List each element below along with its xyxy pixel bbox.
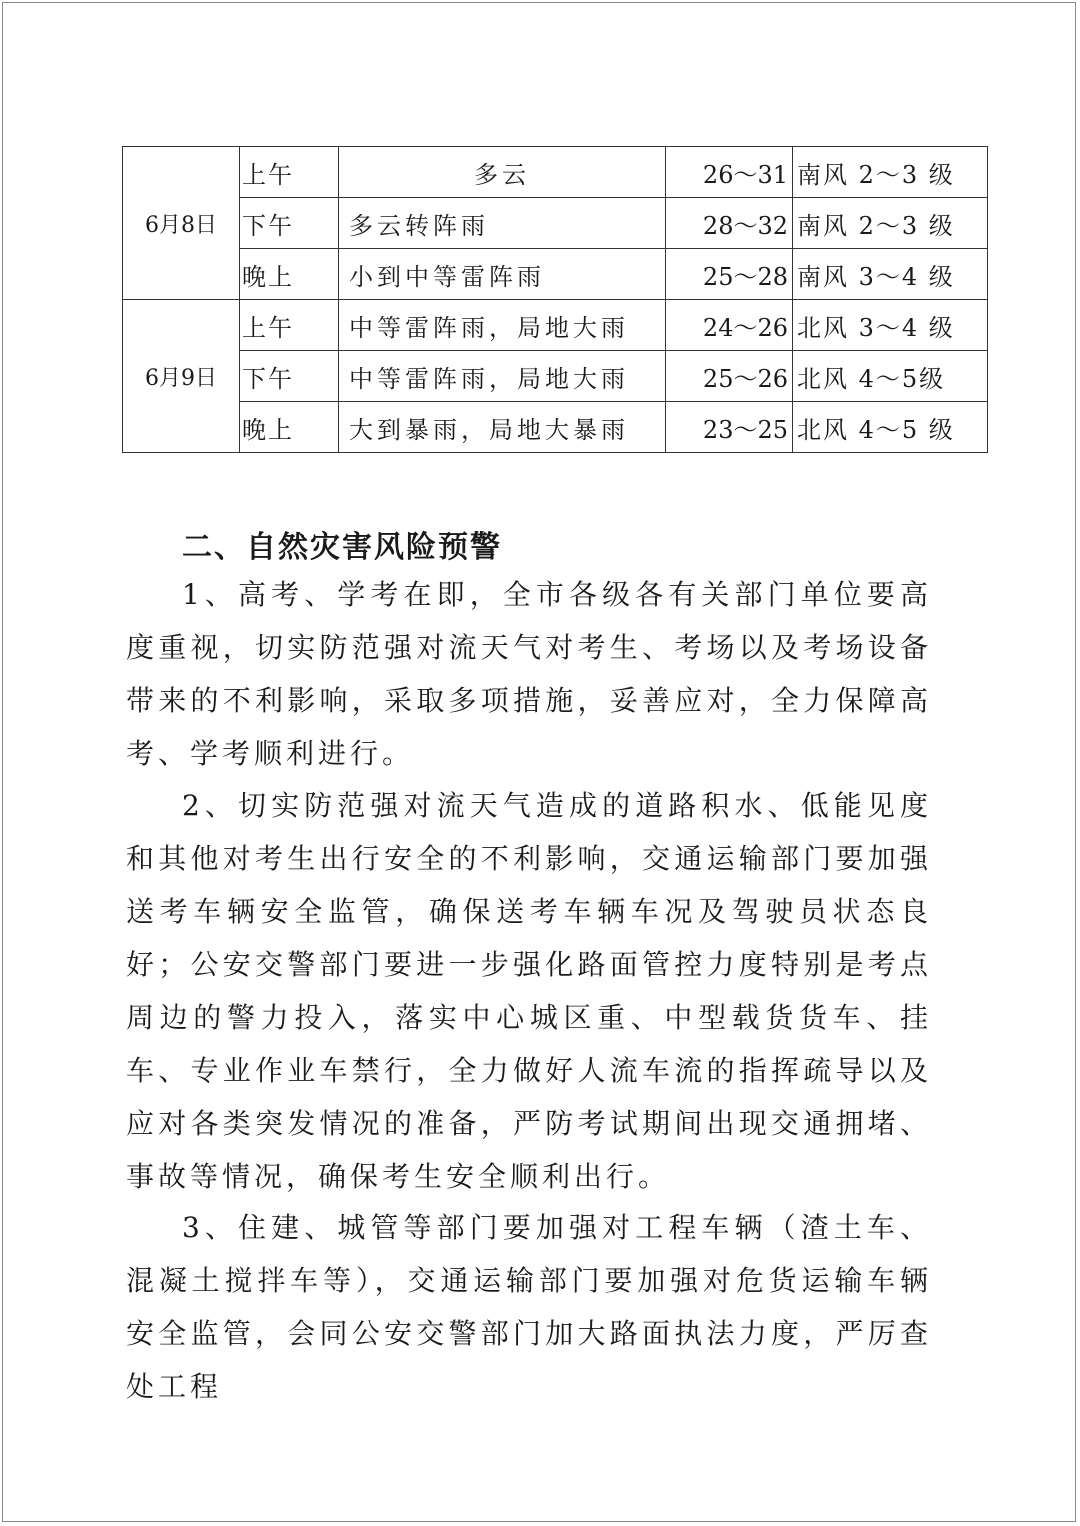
table-row <box>123 147 988 198</box>
table-row <box>123 198 988 249</box>
wind-cell: 南风 2～3 级 <box>793 198 988 249</box>
table-row <box>123 300 988 351</box>
wind-cell: 北风 3～4 级 <box>793 300 988 351</box>
date-cell: 6月9日 <box>123 300 240 453</box>
period-cell: 下午 <box>240 351 339 402</box>
date-cell: 6月8日 <box>123 147 240 300</box>
paragraph-3: 3、住建、城管等部门要加强对工程车辆（渣土车、混凝土搅拌车等），交通运输部门要加强对危货运输车辆安全监管，会同公安交警部门加大路面执法力度，严厉查处工程 <box>126 1211 932 1403</box>
weather-cell: 中等雷阵雨，局地大雨 <box>339 351 666 402</box>
period-cell: 晚上 <box>240 402 339 453</box>
paragraph-1: 1、高考、学考在即，全市各级各有关部门单位要高度重视，切实防范强对流天气对考生、考场以及考场设备带来的不利影响，采取多项措施，妥善应对，全力保障高考、学考顺利进行。 <box>126 578 932 770</box>
weather-cell: 多云转阵雨 <box>339 198 666 249</box>
temperature-cell: 23～25 <box>666 402 793 453</box>
weather-forecast-table <box>122 146 988 453</box>
section-heading: 二、自然灾害风险预警 <box>182 530 502 565</box>
weather-cell: 多云 <box>339 147 666 198</box>
paragraph-2: 2、切实防范强对流天气造成的道路积水、低能见度和其他对考生出行安全的不利影响，交通运输部门要加强送考车辆安全监管，确保送考车辆车况及驾驶员状态良好；公安交警部门要进一步强化路面管控力度特别是考点周边的警力投入，落实中心城区重、中型载货货车、挂车、专业作业车禁行，全力做好人流车流的指挥疏导以及应对各类突发情况的准备，严防考试期间出现交通拥堵、事故等情况，确保考生安全顺利出行。 <box>126 789 932 1193</box>
temperature-cell: 28～32 <box>666 198 793 249</box>
weather-cell: 中等雷阵雨，局地大雨 <box>339 300 666 351</box>
wind-cell: 北风 4～5 级 <box>793 402 988 453</box>
weather-cell: 小到中等雷阵雨 <box>339 249 666 300</box>
period-cell: 上午 <box>240 300 339 351</box>
period-cell: 上午 <box>240 147 339 198</box>
temperature-cell: 25～28 <box>666 249 793 300</box>
temperature-cell: 24～26 <box>666 300 793 351</box>
table-row <box>123 402 988 453</box>
temperature-cell: 26～31 <box>666 147 793 198</box>
period-cell: 下午 <box>240 198 339 249</box>
wind-cell: 南风 3～4 级 <box>793 249 988 300</box>
temperature-cell: 25～26 <box>666 351 793 402</box>
wind-cell: 南风 2～3 级 <box>793 147 988 198</box>
table-row <box>123 249 988 300</box>
period-cell: 晚上 <box>240 249 339 300</box>
wind-cell: 北风 4～5级 <box>793 351 988 402</box>
weather-cell: 大到暴雨，局地大暴雨 <box>339 402 666 453</box>
table-row <box>123 351 988 402</box>
